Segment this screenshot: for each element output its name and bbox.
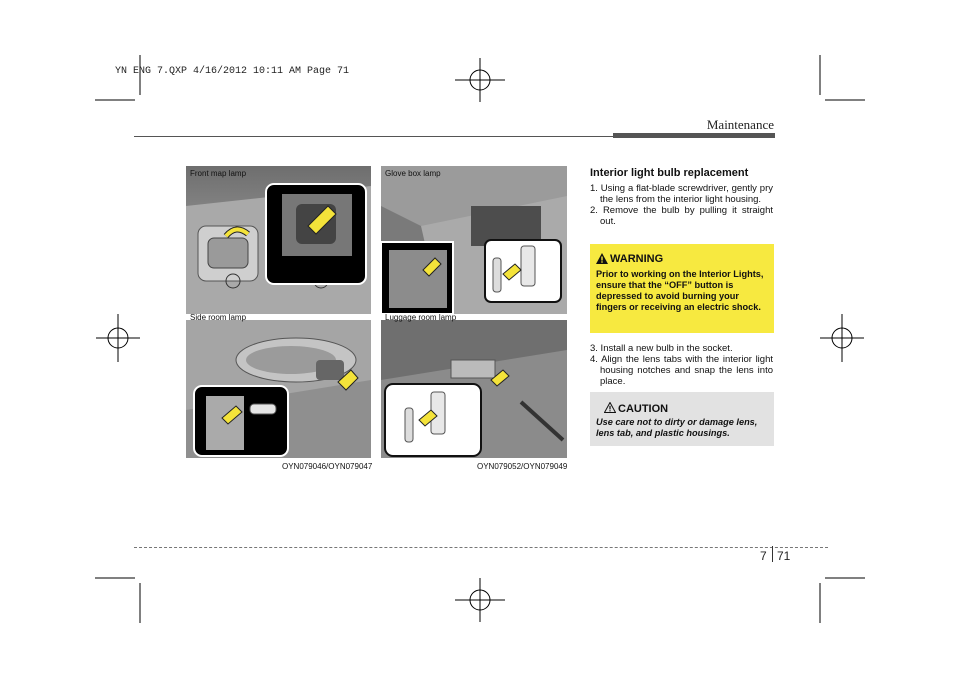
warning-box xyxy=(590,244,774,333)
caution-box xyxy=(590,392,774,446)
header-bar xyxy=(613,133,775,138)
figure-caption-left: OYN079046/OYN079047 xyxy=(282,462,373,471)
caution-text: Use care not to dirty or damage lens, lens tab, and plastic housings. xyxy=(596,417,758,438)
footer-rule xyxy=(134,547,828,548)
side-room-lamp-photo xyxy=(186,320,371,458)
warning-text: Prior to working on the Interior Lights, ensure that the “OFF” button is depressed to avoid burning your fingers or receiving an electric shock. xyxy=(596,269,764,312)
luggage-room-lamp-label: Luggage room lamp xyxy=(385,313,457,322)
side-room-lamp-illustration xyxy=(186,320,371,458)
page-number-separator xyxy=(772,546,773,562)
glove-box-lamp-photo xyxy=(381,166,567,314)
page-number: 71 xyxy=(777,549,791,563)
section-title: Maintenance xyxy=(706,117,774,132)
step-item: 4. Align the lens tabs with the interior light housing notches and snap the lens into place. xyxy=(590,354,773,387)
caution-title: CAUTION xyxy=(618,403,669,415)
glove-box-lamp-illustration xyxy=(381,166,567,314)
front-map-lamp-photo xyxy=(186,166,371,314)
figure-caption-right: OYN079052/OYN079049 xyxy=(477,462,568,471)
instructions-continued xyxy=(590,343,773,387)
side-room-lamp-label: Side room lamp xyxy=(190,313,247,322)
glove-box-lamp-label: Glove box lamp xyxy=(385,169,441,178)
chapter-number: 7 xyxy=(760,549,767,563)
front-map-lamp-label: Front map lamp xyxy=(190,169,247,178)
steps-list-second xyxy=(590,343,773,387)
step-item: 1. Using a flat-blade screwdriver, gently pry the lens from the interior light housing. xyxy=(590,183,773,205)
section-heading: Interior light bulb replacement xyxy=(590,167,749,179)
instructions xyxy=(590,167,773,227)
step-item: 3. Install a new bulb in the socket. xyxy=(590,343,733,354)
step-item: 2. Remove the bulb by pulling it straight out. xyxy=(590,205,773,227)
luggage-room-lamp-photo xyxy=(381,320,567,458)
warning-icon xyxy=(596,253,608,264)
caution-icon xyxy=(604,402,616,413)
warning-title: WARNING xyxy=(610,253,664,265)
luggage-room-lamp-illustration xyxy=(381,320,567,458)
front-map-lamp-illustration xyxy=(186,166,371,314)
print-slug: YN ENG 7.QXP 4/16/2012 10:11 AM Page 71 xyxy=(115,66,350,77)
steps-list-first xyxy=(590,183,773,227)
